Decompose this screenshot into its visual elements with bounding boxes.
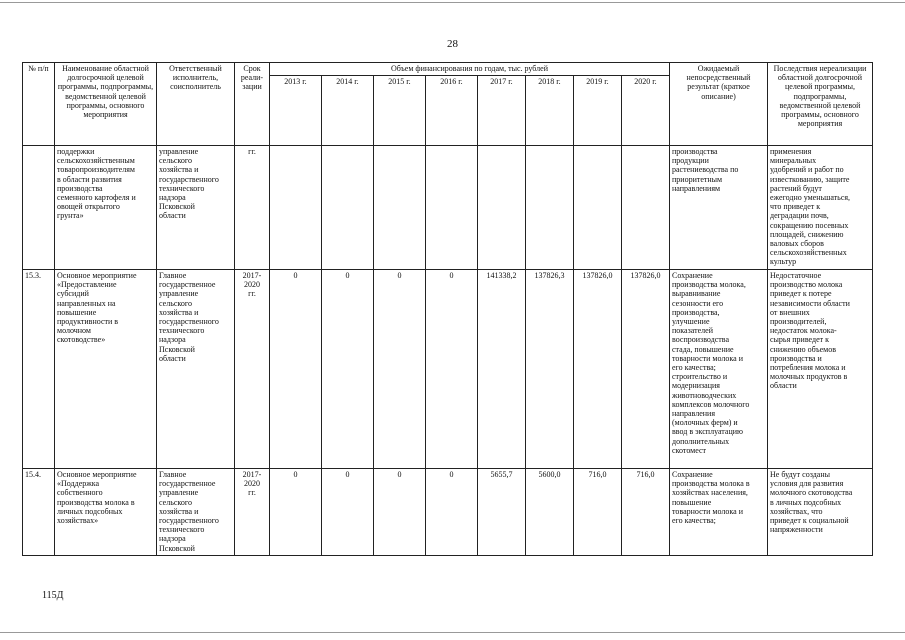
header-name: Наименование областной долгосрочной целевой программы, подпрограммы, ведомственной целевой программы, основного мероприятия xyxy=(55,63,157,146)
row-consequences: применения минеральных удобрений и работ по известкованию, защите растений будут ежегодно уменьшаться, что приведет к деградации почв, сокращению посевных площадей, снижению валовых сборов сельскохозяйственных культур xyxy=(768,146,873,270)
row-value: 137826,3 xyxy=(526,270,574,469)
row-name: Основное мероприятие «Поддержка собственного производства молока в личных подсобных хозяйствах» xyxy=(55,469,157,556)
header-responsible: Ответственный исполнитель, соисполнитель xyxy=(157,63,235,146)
header-year: 2018 г. xyxy=(526,76,574,146)
header-year: 2020 г. xyxy=(622,76,670,146)
header-year: 2019 г. xyxy=(574,76,622,146)
header-year: 2016 г. xyxy=(426,76,478,146)
row-value xyxy=(270,146,322,270)
row-value: 716,0 xyxy=(574,469,622,556)
program-table xyxy=(22,62,873,556)
header-year: 2017 г. xyxy=(478,76,526,146)
header-term: Срок реали- зации xyxy=(235,63,270,146)
row-value xyxy=(478,146,526,270)
row-number: 15.4. xyxy=(23,469,55,556)
row-value xyxy=(574,146,622,270)
row-value xyxy=(374,146,426,270)
header-year: 2013 г. xyxy=(270,76,322,146)
row-term: гг. xyxy=(235,146,270,270)
header-year: 2015 г. xyxy=(374,76,426,146)
header-year: 2014 г. xyxy=(322,76,374,146)
row-value: 0 xyxy=(374,270,426,469)
header-expected-result: Ожидаемый непосредственный результат (краткое описание) xyxy=(670,63,768,146)
row-name: поддержки сельскохозяйственным товаропроизводителям в области развития производства семенного картофеля и овощей открытого грунта» xyxy=(55,146,157,270)
row-term: 2017- 2020 гг. xyxy=(235,469,270,556)
row-consequences: Не будут созданы условия для развития молочного скотоводства в личных подсобных хозяйствах, что приведет к социальной напряженности xyxy=(768,469,873,556)
row-value: 716,0 xyxy=(622,469,670,556)
row-value: 0 xyxy=(374,469,426,556)
row-responsible: управление сельского хозяйства и государственного технического надзора Псковской области xyxy=(157,146,235,270)
header-consequences: Последствия нереализации областной долгосрочной целевой программы, подпрограммы, ведомственной целевой программы, основного мероприятия xyxy=(768,63,873,146)
row-value: 5600,0 xyxy=(526,469,574,556)
document-code: 115Д xyxy=(42,590,64,601)
header-num: № п/п xyxy=(23,63,55,146)
row-value xyxy=(526,146,574,270)
row-value: 137826,0 xyxy=(574,270,622,469)
row-value xyxy=(426,146,478,270)
row-value: 141338,2 xyxy=(478,270,526,469)
row-responsible: Главное государственное управление сельского хозяйства и государственного технического надзора Псковской области xyxy=(157,270,235,469)
row-value: 0 xyxy=(270,469,322,556)
row-expected-result: производства продукции растениеводства по приоритетным направлениям xyxy=(670,146,768,270)
row-value: 0 xyxy=(270,270,322,469)
header-financing: Объем финансирования по годам, тыс. рублей xyxy=(270,63,670,76)
row-responsible: Главное государственное управление сельского хозяйства и государственного технического надзора Псковской xyxy=(157,469,235,556)
row-value: 0 xyxy=(322,469,374,556)
row-number: 15.3. xyxy=(23,270,55,469)
table-row-15-3 xyxy=(23,270,873,469)
scan-edge-bottom xyxy=(0,632,905,633)
row-value: 0 xyxy=(426,469,478,556)
page-number: 28 xyxy=(447,38,458,50)
row-expected-result: Сохранение производства молока, выравнивание сезонности его производства, улучшение показателей воспроизводства стада, повышение товарности молока и его качества; строительство и модернизация животноводческих комплексов молочного направления (молочных ферм) и ввод в эксплуатацию дополнительных скотомест xyxy=(670,270,768,469)
row-consequences: Недостаточное производство молока приведет к потере независимости области от внешних производителей, недостаток молока- сырья приведет к снижению объемов производства и потребления молока и молочных продуктов в области xyxy=(768,270,873,469)
row-term: 2017- 2020 гг. xyxy=(235,270,270,469)
row-value: 0 xyxy=(322,270,374,469)
row-value: 0 xyxy=(426,270,478,469)
row-expected-result: Сохранение производства молока в хозяйствах населения, повышение товарности молока и его качества; xyxy=(670,469,768,556)
table-row-continuation xyxy=(23,146,873,270)
table-row-15-4 xyxy=(23,469,873,556)
row-value: 5655,7 xyxy=(478,469,526,556)
scan-edge-top xyxy=(0,2,905,3)
row-value: 137826,0 xyxy=(622,270,670,469)
row-value xyxy=(622,146,670,270)
row-value xyxy=(322,146,374,270)
row-name: Основное мероприятие «Предоставление субсидий направленных на повышение продуктивности в молочном скотоводстве» xyxy=(55,270,157,469)
row-number xyxy=(23,146,55,270)
